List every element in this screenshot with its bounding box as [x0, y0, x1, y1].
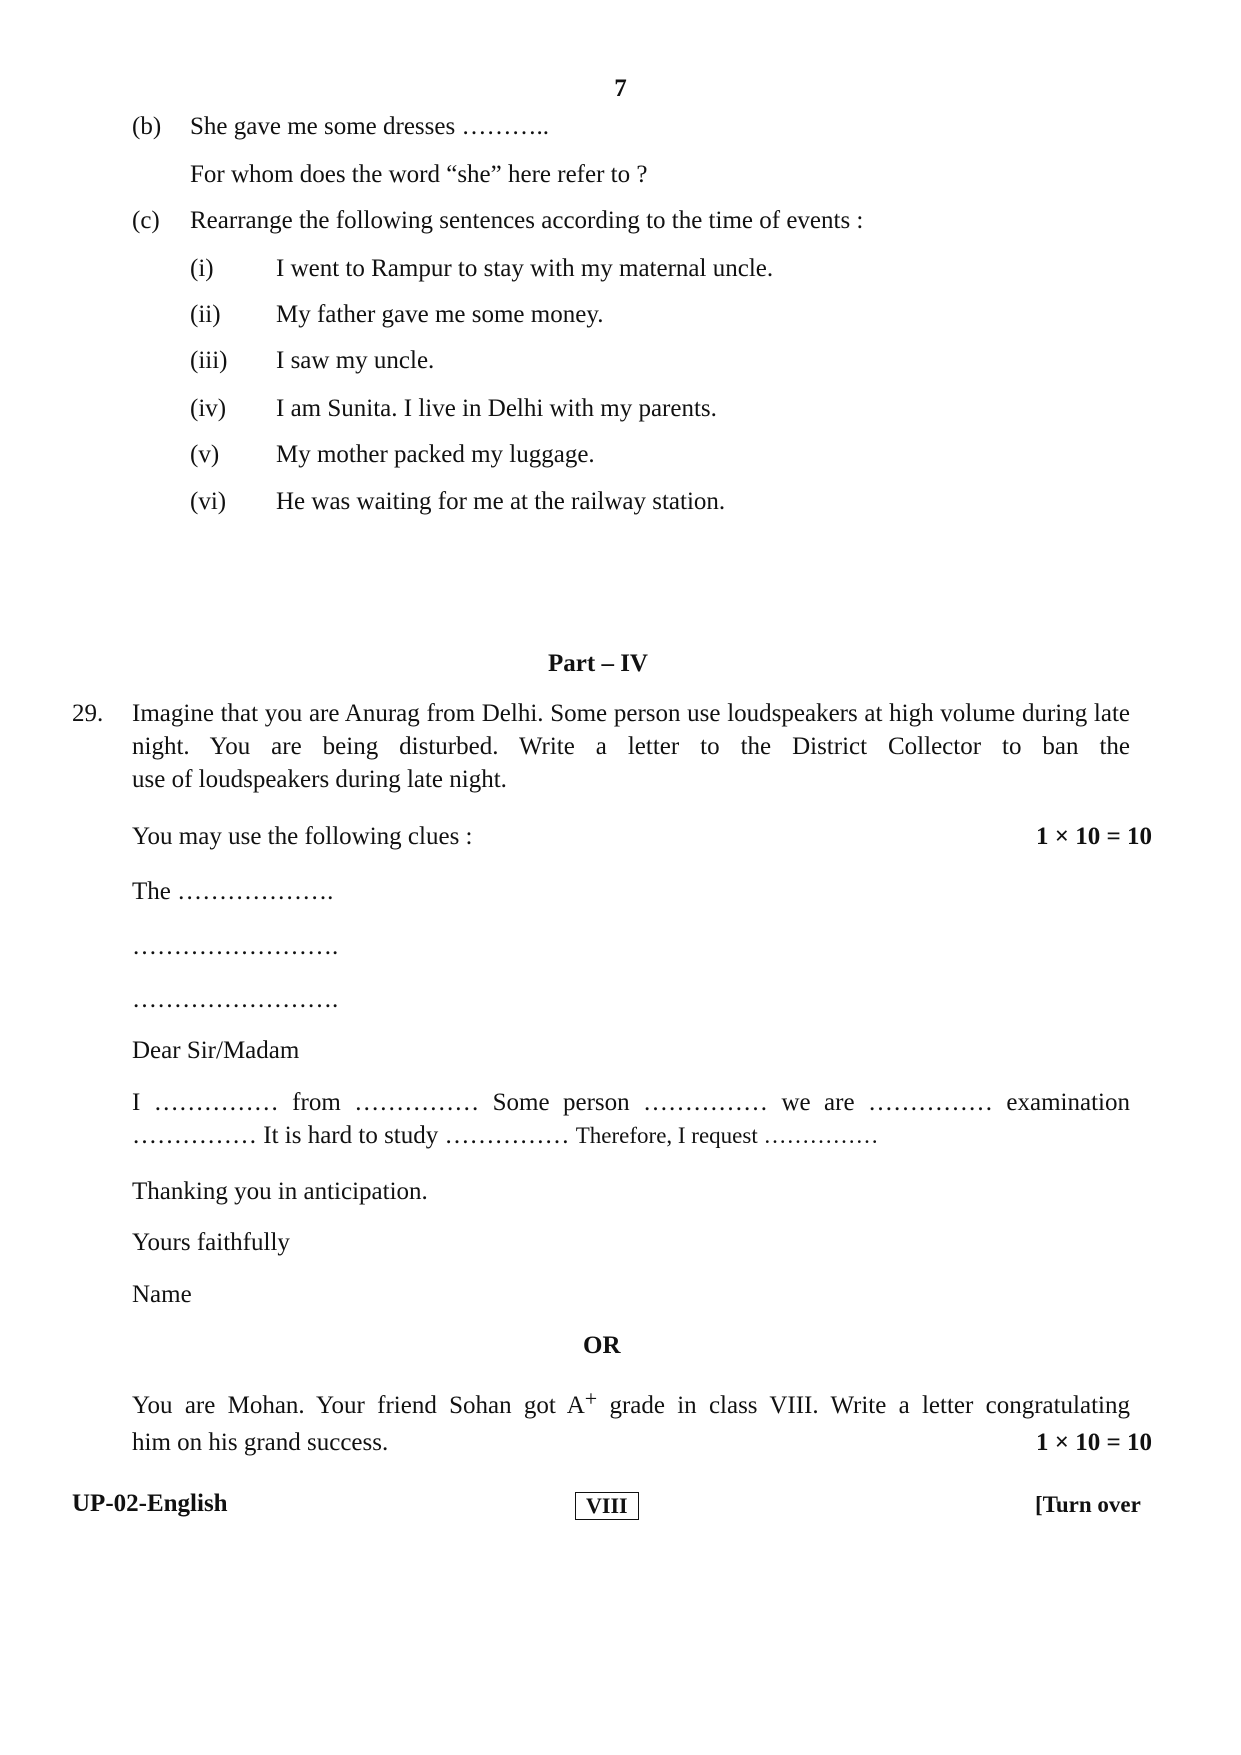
question-29-line1: Imagine that you are Anurag from Delhi. Some person use loudspeakers at high volume: [132, 700, 1016, 727]
item-text: My mother packed my luggage.: [276, 441, 595, 468]
alt-marks: 1 × 10 = 10: [1036, 1429, 1152, 1456]
question-number: 29.: [72, 700, 104, 727]
or-divider: OR: [583, 1332, 621, 1359]
item-number: (i): [190, 255, 214, 282]
item-number: (ii): [190, 301, 221, 328]
marks: 1 × 10 = 10: [1036, 823, 1152, 850]
item-text: I went to Rampur to stay with my maternal uncle.: [276, 255, 774, 282]
item-text: My father gave me some money.: [276, 301, 604, 328]
question-b-line2: For whom does the word “she” here refer to ?: [190, 161, 648, 188]
part-heading: Part – IV: [548, 650, 648, 677]
name-line: Name: [132, 1281, 192, 1308]
class-box-text: VIII: [575, 1492, 639, 1520]
item-text: I am Sunita. I live in Delhi with my parents.: [276, 395, 717, 422]
item-number: (v): [190, 441, 220, 468]
clue-the: The ……………….: [132, 878, 334, 905]
letter-body-line2-b: Therefore, I request ……………: [575, 1123, 879, 1148]
question-b-label: (b): [132, 113, 162, 140]
letter-body-line2-a: …………… It is hard to study ……………: [132, 1122, 570, 1149]
thanks-line: Thanking you in anticipation.: [132, 1178, 428, 1205]
turn-over: [Turn over: [1035, 1492, 1141, 1517]
alternative-question: [132, 1386, 1130, 1422]
question-29-line2: during late night. You are being disturbed. Write a letter to the District Collector to ban the: [132, 700, 1130, 760]
item-number: (vi): [190, 488, 227, 515]
page-number: 7: [614, 75, 627, 102]
question-c-label: (c): [132, 207, 160, 234]
alt-line2: him on his grand success.: [132, 1429, 389, 1456]
letter-body-line1: I …………… from …………… Some person …………… we are …………… examination: [132, 1089, 1130, 1116]
question-b-line1: She gave me some dresses ………..: [190, 113, 549, 140]
footer-code: UP-02-English: [72, 1490, 228, 1517]
item-number: (iii): [190, 347, 228, 374]
alt-line1-a: You are Mohan. Your friend Sohan got A: [132, 1392, 585, 1419]
item-text: I saw my uncle.: [276, 347, 435, 374]
question-29-line3: use of loudspeakers during late night.: [132, 766, 507, 793]
letter-body-line2: [132, 1119, 1130, 1152]
question-c-prompt: Rearrange the following sentences according to the time of events :: [190, 207, 864, 234]
item-text: He was waiting for me at the railway station.: [276, 488, 726, 515]
salutation: Dear Sir/Madam: [132, 1037, 300, 1064]
alt-line1: [132, 1386, 1130, 1419]
clues-label: You may use the following clues :: [132, 823, 473, 850]
grade-plus: +: [584, 1386, 598, 1411]
question-29-text: [132, 697, 1130, 796]
closing-line: Yours faithfully: [132, 1229, 290, 1256]
alt-line1-b: grade in class VIII. Write a letter congratulating: [597, 1392, 1130, 1419]
footer-class-box: [575, 1489, 639, 1522]
clue-dots: …………………….: [132, 933, 339, 960]
letter-body: [132, 1086, 1130, 1152]
clue-dots: …………………….: [132, 986, 339, 1013]
item-number: (iv): [190, 395, 227, 422]
